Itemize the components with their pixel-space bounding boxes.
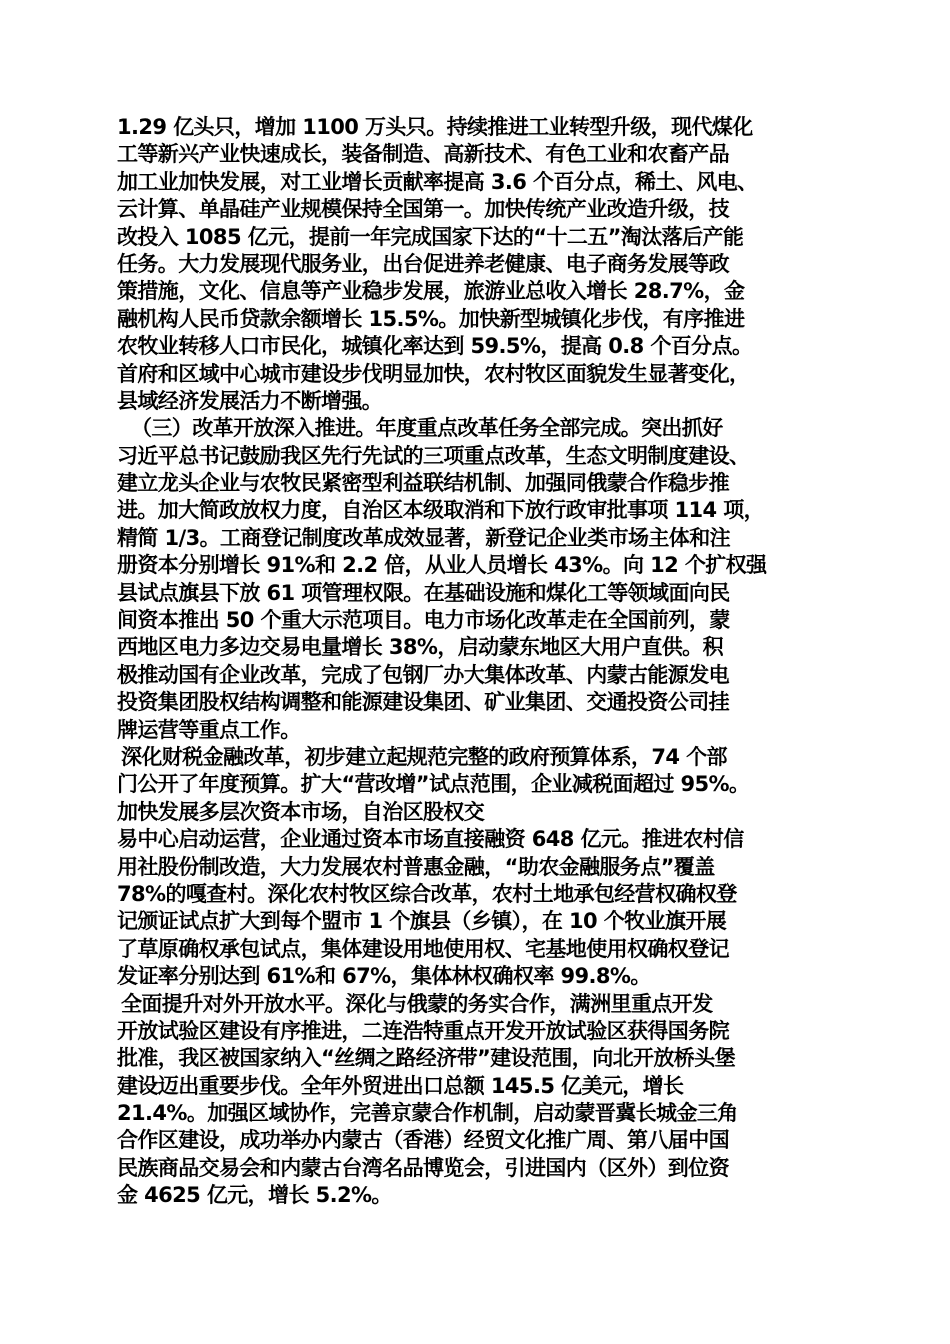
text-line: 78%的嘎查村。深化农村牧区综合改革，农村土地承包经营权确权登: [117, 881, 737, 906]
text-line: 21.4%。加强区域协作，完善京蒙合作机制，启动蒙晋冀长城金三角: [117, 1101, 738, 1126]
text-line: 牌运营等重点工作。: [117, 717, 301, 742]
text-line: 任务。大力发展现代服务业，出台促进养老健康、电子商务发展等政: [117, 251, 729, 276]
text-line: 云计算、单晶硅产业规模保持全国第一。加快传统产业改造升级，技: [117, 197, 729, 222]
text-line: 县域经济发展活力不断增强。: [117, 388, 383, 413]
text-line: 加快发展多层次资本市场，自治区股权交: [117, 799, 485, 824]
text-line: 精简 1/3。工商登记制度改革成效显著，新登记企业类市场主体和注: [117, 525, 731, 550]
text-line: 农牧业转移人口市民化，城镇化率达到 59.5%，提高 0.8 个百分点。: [117, 334, 753, 359]
text-line: 金 4625 亿元，增长 5.2%。: [117, 1183, 392, 1208]
text-line: 加工业加快发展，对工业增长贡献率提高 3.6 个百分点，稀土、风电、: [117, 169, 758, 194]
text-line: 用社股份制改造，大力发展农村普惠金融，“助农金融服务点”覆盖: [117, 854, 715, 879]
text-line: 首府和区域中心城市建设步伐明显加快，农村牧区面貌发生显著变化，: [117, 361, 750, 386]
text-line: 投资集团股权结构调整和能源建设集团、矿业集团、交通投资公司挂: [117, 690, 729, 715]
text-line: 进。加大简政放权力度，自治区本级取消和下放行政审批事项 114 项，: [117, 498, 765, 523]
text-line: 习近平总书记鼓励我区先行先试的三项重点改革，生态文明制度建设、: [117, 443, 750, 468]
text-line: 策措施，文化、信息等产业稳步发展，旅游业总收入增长 28.7%，金: [117, 279, 745, 304]
text-line: 工等新兴产业快速成长，装备制造、高新技术、有色工业和农畜产品: [117, 142, 729, 167]
document-body: [117, 114, 847, 1210]
text-line: 建立龙头企业与农牧民紧密型利益联结机制、加强同俄蒙合作稳步推: [117, 471, 729, 496]
text-line: 易中心启动运营，企业通过资本市场直接融资 648 亿元。推进农村信: [117, 827, 744, 852]
text-line: 改投入 1085 亿元，提前一年完成国家下达的“十二五”淘汰落后产能: [117, 224, 744, 249]
text-line: 县试点旗县下放 61 项管理权限。在基础设施和煤化工等领域面向民: [117, 580, 730, 605]
text-line: 册资本分别增长 91%和 2.2 倍，从业人员增长 43%。向 12 个扩权强: [117, 553, 767, 578]
text-line: 极推动国有企业改革，完成了包钢厂办大集体改革、内蒙古能源发电: [117, 662, 729, 687]
paragraph-start-line: 深化财税金融改革，初步建立起规范完整的政府预算体系，74 个部: [121, 744, 727, 769]
text-line: 记颁证试点扩大到每个盟市 1 个旗县（乡镇），在 10 个牧业旗开展: [117, 909, 727, 934]
text-line: 1.29 亿头只，增加 1100 万头只。持续推进工业转型升级，现代煤化: [117, 115, 753, 139]
text-line: 开放试验区建设有序推进，二连浩特重点开发开放试验区获得国务院: [117, 1018, 729, 1043]
text-line: 了草原确权承包试点，集体建设用地使用权、宅基地使用权确权登记: [117, 936, 729, 961]
text-line: 间资本推出 50 个重大示范项目。电力市场化改革走在全国前列，蒙: [117, 608, 730, 633]
text-line: 西地区电力多边交易电量增长 38%，启动蒙东地区大用户直供。积: [117, 635, 723, 660]
text-line: 建设迈出重要步伐。全年外贸进出口总额 145.5 亿美元，增长: [117, 1073, 684, 1098]
text-line: 发证率分别达到 61%和 67%，集体林权确权率 99.8%。: [117, 964, 651, 989]
text-line: 门公开了年度预算。扩大“营改增”试点范围，企业减税面超过 95%。: [117, 772, 750, 797]
text-line: 融机构人民币贷款余额增长 15.5%。加快新型城镇化步伐，有序推进: [117, 306, 745, 331]
section-heading-line: （三）改革开放深入推进。年度重点改革任务全部完成。突出抓好: [131, 416, 723, 441]
text-line: 批准，我区被国家纳入“丝绸之路经济带”建设范围，向北开放桥头堡: [117, 1046, 736, 1071]
text-line: 合作区建设，成功举办内蒙古（香港）经贸文化推广周、第八届中国: [117, 1128, 729, 1153]
text-line: 民族商品交易会和内蒙古台湾名品博览会，引进国内（区外）到位资: [117, 1155, 729, 1180]
paragraph-start-line: 全面提升对外开放水平。深化与俄蒙的务实合作，满洲里重点开发: [121, 991, 713, 1016]
